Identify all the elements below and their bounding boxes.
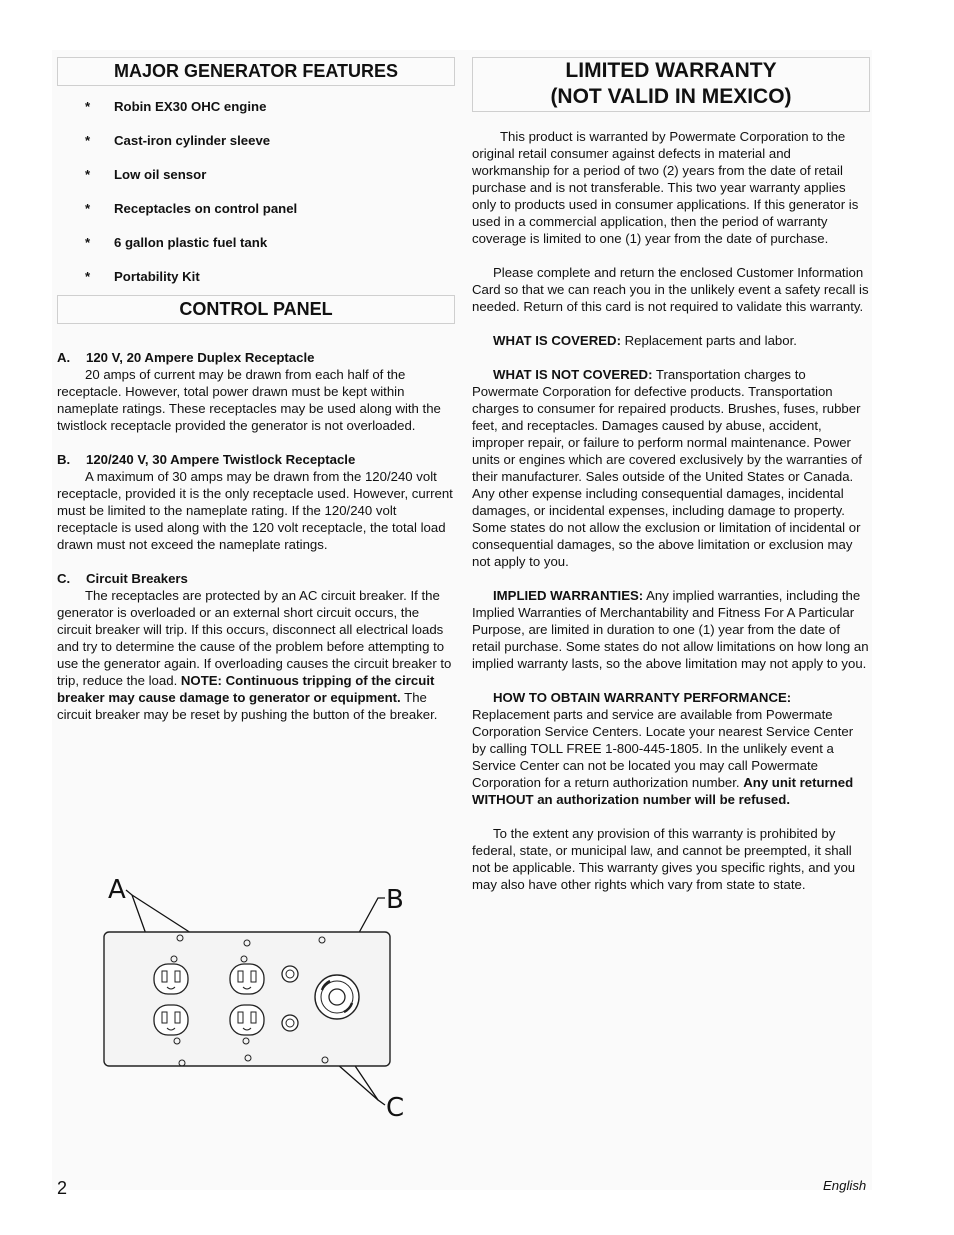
feature-text: Cast-iron cylinder sleeve [114, 133, 271, 148]
item-c-title [57, 570, 455, 587]
item-c-body [57, 587, 455, 723]
warranty-paragraph-2: Please complete and return the enclosed Customer Information Card so that we can reach you in the unlikely event a safety recall is needed. Return of this card is not required to validate this warranty. [472, 265, 869, 314]
not-covered-text: Transportation charges to Powermate Corporation for defective products. Transportation charges to consumer for repaired products. Brushes, fuses, rubber feet, and receptacles. Damages caused by abuse, accident, improper repair, or failure to perform normal maintenance. Power units or engines which are covered exclusively by the warranties of their manufacturer. Sales outside of the United States or Canada. Any other expense including consequential damages, incidental damages, or incidental expenses, including damage to property. Some states do not allow the exclusion or limitation of incidental or consequential damages, so the above limitation or exclusion may not apply to you. [472, 367, 862, 569]
item-b-title [57, 451, 455, 468]
duplex-receptacle-3 [154, 1005, 188, 1035]
label-b: B [386, 885, 404, 915]
how-to-obtain [472, 689, 870, 808]
feature-item [57, 98, 455, 132]
item-c [57, 570, 455, 723]
item-title-text: 120 V, 20 Ampere Duplex Receptacle [86, 350, 315, 365]
warranty-paragraph-1: This product is warranted by Powermate Corporation to the original retail consumer against defects in material and workmanship for a period of two (2) years from the date of retail purchase and is not transferable. This two year warranty applies only to products used in consumer applications. If this generator is used in a commercial application, then the period of warranty coverage is limited to one (1) year from the date of purchase. [472, 129, 859, 246]
control-panel-diagram [100, 870, 420, 1130]
item-c-note: NOTE: Continuous tripping of the circuit breaker may cause damage to generator or equipment. [57, 673, 435, 705]
features-heading: MAJOR GENERATOR FEATURES [57, 57, 455, 86]
bullet: * [85, 99, 91, 114]
item-c-text: The receptacles are protected by an AC circuit breaker. If the generator is overloaded or an external short circuit occurs, the circuit breaker will trip. If this occurs, disconnect all electrical loads and try to determine the cause of the problem before attempting to use the generator again. If overloading causes the circuit breaker to trip, reduce the load. [57, 588, 452, 688]
item-b-body: A maximum of 30 amps may be drawn from the 120/240 volt receptacle, provided it is the only receptacle used. However, current must be limited to the nameplate rating. If the 120/240 volt receptacle is used along with the 120 volt receptacle, the total load drawn must not exceed the nameplate ratings. [57, 469, 453, 552]
warranty-paragraph-last: To the extent any provision of this warranty is prohibited by federal, state, or municipal law, and cannot be preempted, it shall not be applicable. This warranty gives you specific rights, and you may also have other rights which vary from state to state. [472, 826, 856, 892]
item-letter: A. [57, 350, 71, 365]
duplex-receptacle-2 [230, 964, 264, 994]
right-column [472, 57, 870, 893]
obtain-bold: Any unit returned WITHOUT an authorization number will be refused. [472, 775, 854, 807]
control-panel-heading: CONTROL PANEL [57, 295, 455, 324]
item-c-text-end: The circuit breaker may be reset by pushing the button of the breaker. [57, 690, 438, 722]
circuit-breaker-bottom [282, 1015, 298, 1031]
obtain-label: HOW TO OBTAIN WARRANTY PERFORMANCE: [493, 690, 792, 705]
feature-item [57, 268, 455, 302]
item-title-text: Circuit Breakers [86, 571, 188, 586]
covered-label: WHAT IS COVERED: [493, 333, 621, 348]
item-letter: C. [57, 571, 71, 586]
warranty-title-line2: (NOT VALID IN MEXICO) [550, 85, 792, 108]
implied-text: Any implied warranties, including the Implied Warranties of Merchantability and Fitness For A Particular Purpose, are limited in duration to one (1) year from the date of retail purchase. Some states do not allow limitations on how long an implied warranty lasts, so the above limitation may not apply to you. [472, 588, 869, 671]
label-c: C [386, 1093, 405, 1123]
feature-item [57, 200, 455, 234]
circuit-breaker-top [282, 966, 298, 982]
what-is-not-covered [472, 366, 870, 570]
label-a: A [108, 875, 126, 905]
item-a-body: 20 amps of current may be drawn from each half of the receptacle. However, total power drawn must be kept within nameplate ratings. These receptacles may be used along with the twistlock receptacle provided the generator is not overloaded. [57, 367, 441, 433]
what-is-covered [472, 332, 870, 349]
feature-item [57, 234, 455, 268]
bullet: * [85, 133, 91, 148]
item-a [57, 349, 455, 434]
bullet: * [85, 167, 91, 182]
feature-text: 6 gallon plastic fuel tank [114, 235, 268, 250]
implied-warranties [472, 587, 870, 672]
feature-text: Low oil sensor [114, 167, 207, 182]
features-list [57, 98, 455, 302]
item-a-title [57, 349, 455, 366]
obtain-text: Replacement parts and service are available from Powermate Corporation Service Centers. Locate your nearest Service Center by calling TOLL FREE 1-800-445-1805. In the unlikely event a Service Center can not be located you may call Powermate Corporation for a return authorization number. [472, 707, 854, 790]
implied-label: IMPLIED WARRANTIES: [493, 588, 644, 603]
not-covered-label: WHAT IS NOT COVERED: [493, 367, 653, 382]
page-number: 2 [57, 1178, 68, 1198]
language-label: English [823, 1178, 867, 1193]
warranty-title-line1: LIMITED WARRANTY [565, 59, 777, 82]
feature-text: Portability Kit [114, 269, 200, 284]
covered-text: Replacement parts and labor. [624, 333, 797, 348]
bullet: * [85, 269, 91, 284]
warranty-heading [472, 57, 870, 112]
left-column [57, 57, 455, 723]
bullet: * [85, 235, 91, 250]
item-b [57, 451, 455, 553]
item-letter: B. [57, 452, 71, 467]
feature-item [57, 132, 455, 166]
feature-item [57, 166, 455, 200]
feature-text: Receptacles on control panel [114, 201, 298, 216]
feature-text: Robin EX30 OHC engine [114, 99, 267, 114]
duplex-receptacle-4 [230, 1005, 264, 1035]
duplex-receptacle-1 [154, 964, 188, 994]
bullet: * [85, 201, 91, 216]
twistlock-receptacle [315, 975, 359, 1019]
item-title-text: 120/240 V, 30 Ampere Twistlock Receptacle [86, 452, 356, 467]
